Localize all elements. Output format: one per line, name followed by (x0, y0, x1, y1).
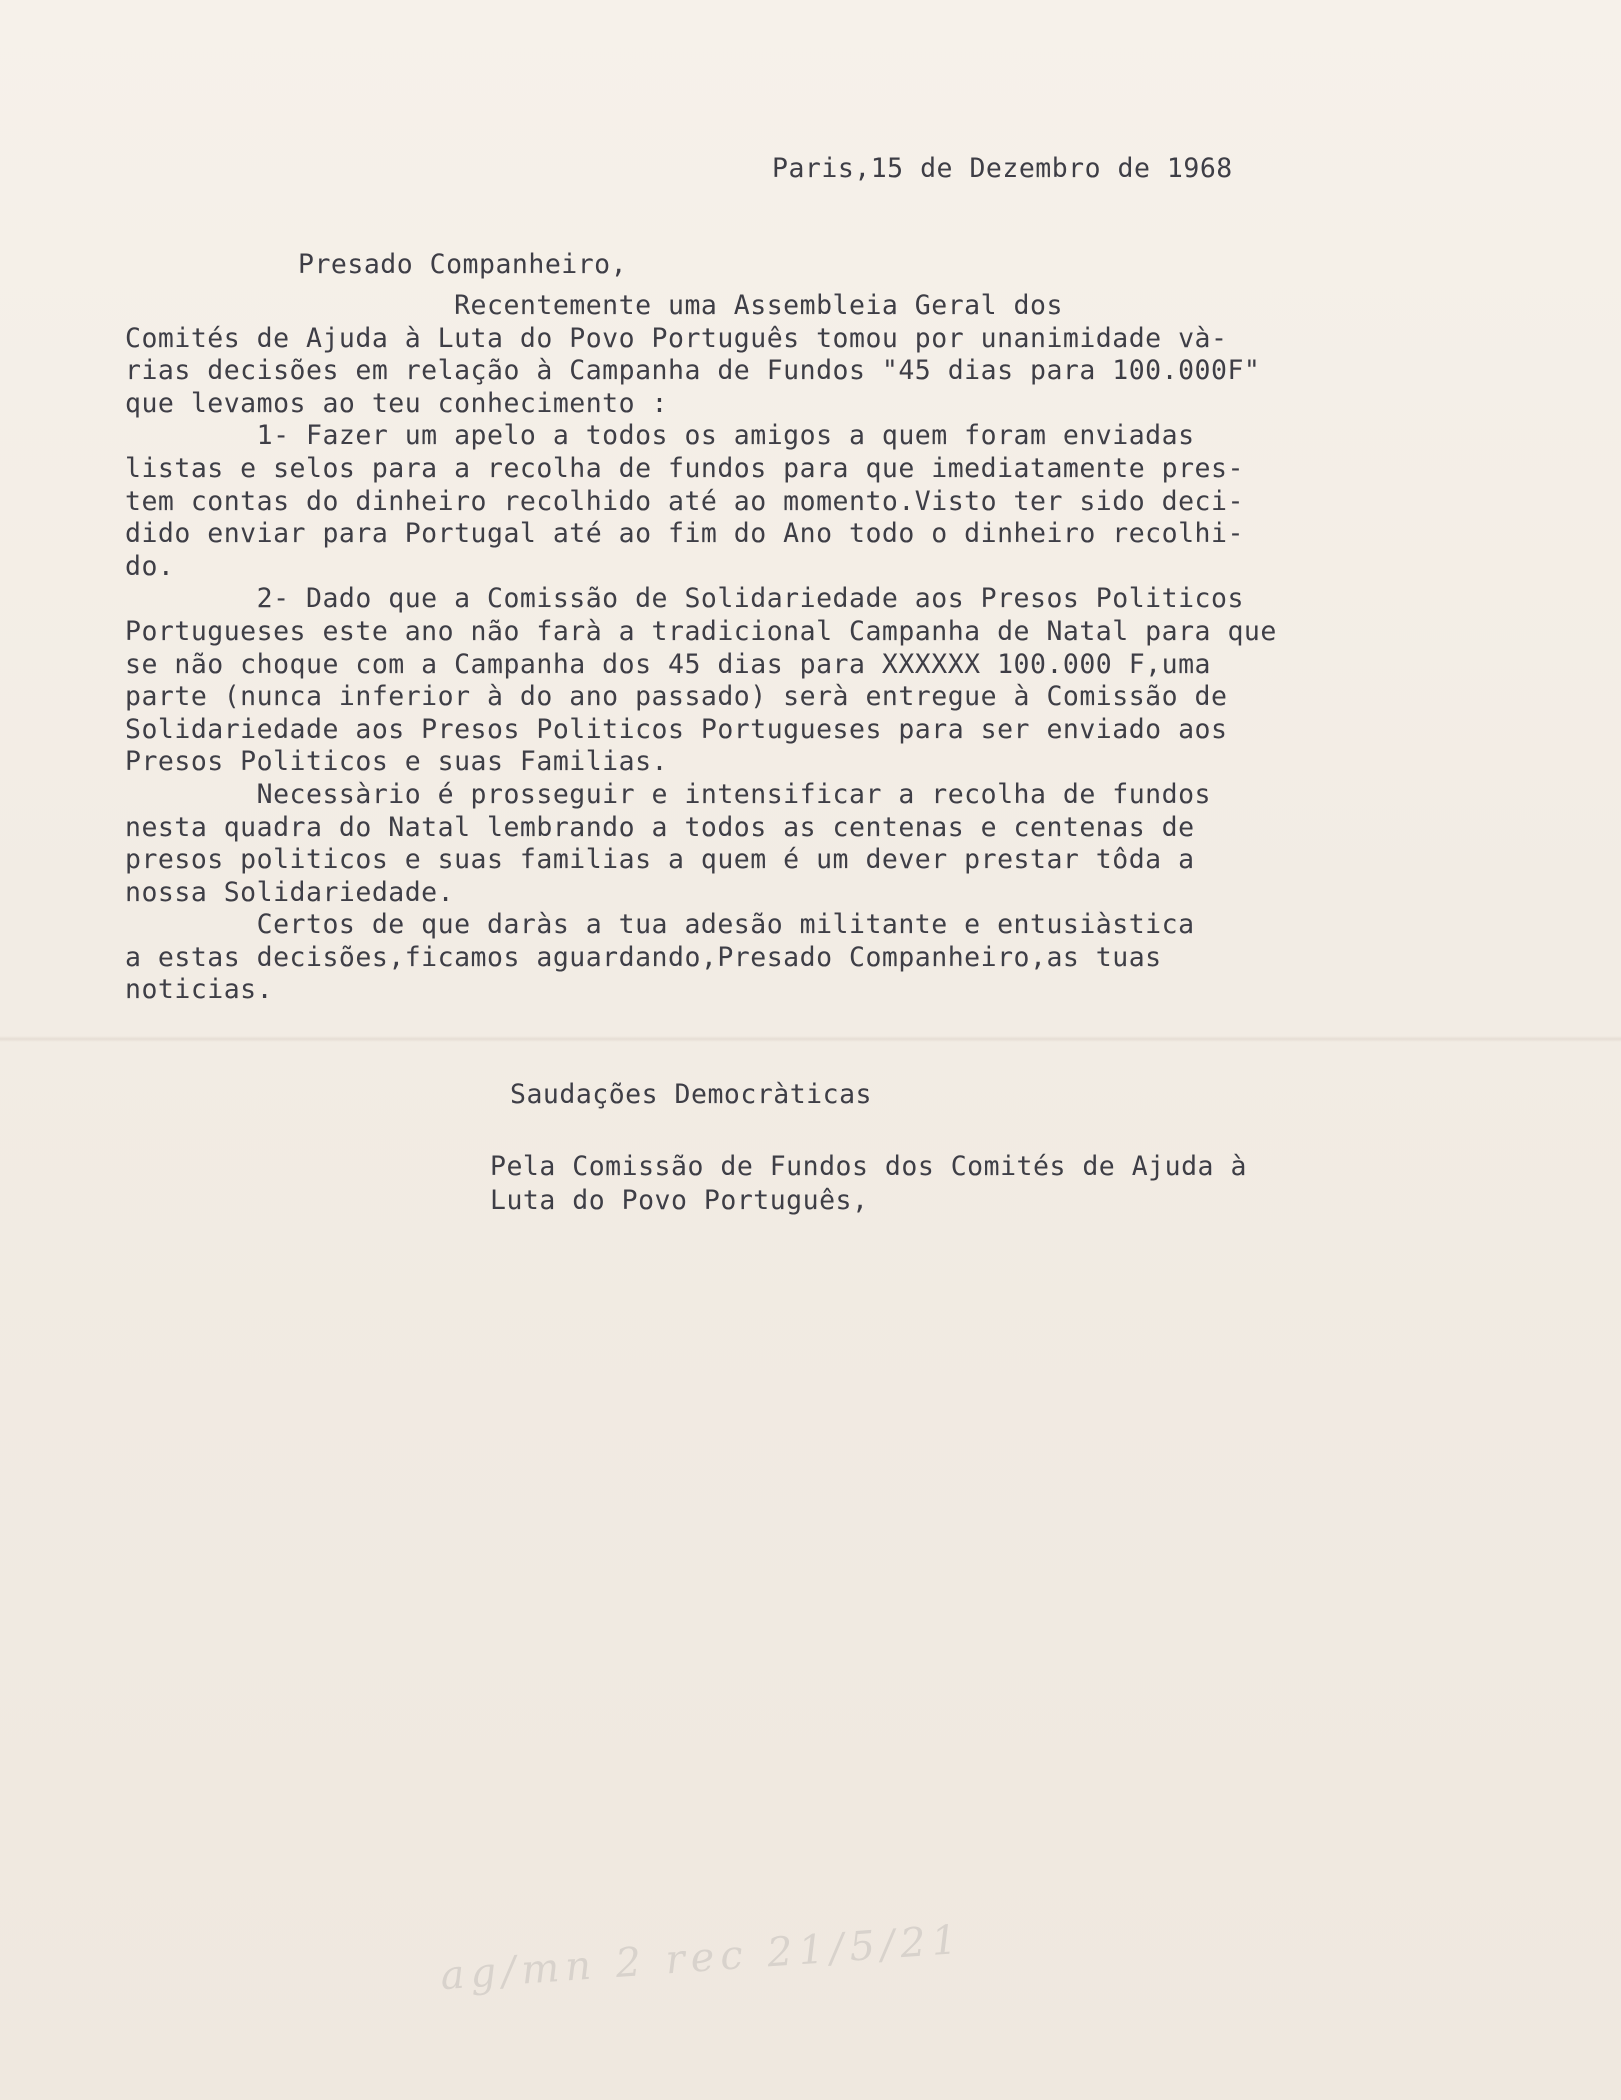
body-line: a estas decisões,ficamos aguardando,Presado Companheiro,as tuas (125, 941, 1162, 973)
body-line: presos politicos e suas familias a quem é um dever prestar tôda a (125, 844, 1195, 876)
paper-fold (0, 1036, 1621, 1042)
body-line: Comités de Ajuda à Luta do Povo Português tomou por unanimidade và- (125, 322, 1228, 354)
signature-line-1: Pela Comissão de Fundos dos Comités de Ajuda à (490, 1151, 1247, 1182)
body-line: Necessàrio é prosseguir e intensificar a recolha de fundos (125, 778, 1211, 810)
body-line: nossa Solidariedade. (125, 876, 455, 908)
body-line: 1- Fazer um apelo a todos os amigos a quem foram enviadas (125, 420, 1195, 452)
pencil-annotation: ag/mn 2 rec 21/5/21 (439, 1916, 965, 2000)
body-line: nesta quadra do Natal lembrando a todos as centenas e centenas de (125, 811, 1195, 843)
letter-body (125, 290, 1277, 1007)
body-line: Presos Politicos e suas Familias. (125, 746, 668, 778)
body-line: do. (125, 550, 175, 582)
signature-line-2: Luta do Povo Português, (490, 1185, 869, 1216)
body-line: que levamos ao teu conhecimento : (125, 387, 668, 419)
body-line: dido enviar para Portugal até ao fim do Ano todo o dinheiro recolhi- (125, 518, 1244, 550)
body-line: 2- Dado que a Comissão de Solidariedade aos Presos Politicos (125, 583, 1244, 615)
body-line: Portugueses este ano não farà a tradicional Campanha de Natal para que (125, 615, 1277, 647)
body-line: rias decisões em relação à Campanha de Fundos "45 dias para 100.000F" (125, 355, 1261, 387)
body-line: listas e selos para a recolha de fundos para que imediatamente pres- (125, 452, 1244, 484)
body-line: parte (nunca inferior à do ano passado) serà entregue à Comissão de (125, 681, 1228, 713)
letter-salutation: Presado Companheiro, (298, 249, 628, 280)
body-line: Certos de que daràs a tua adesão militante e entusiàstica (125, 909, 1195, 941)
body-line: tem contas do dinheiro recolhido até ao momento.Visto ter sido deci- (125, 485, 1244, 517)
body-line: Solidariedade aos Presos Politicos Portugueses para ser enviado aos (125, 713, 1228, 745)
body-line: Recentemente uma Assembleia Geral dos (125, 290, 1063, 321)
body-line: se não choque com a Campanha dos 45 dias para XXXXXX 100.000 F,uma (125, 648, 1211, 680)
body-line: noticias. (125, 974, 274, 1006)
letter-date: Paris,15 de Dezembro de 1968 (772, 153, 1233, 184)
letter-closing: Saudações Democràticas (510, 1079, 872, 1110)
